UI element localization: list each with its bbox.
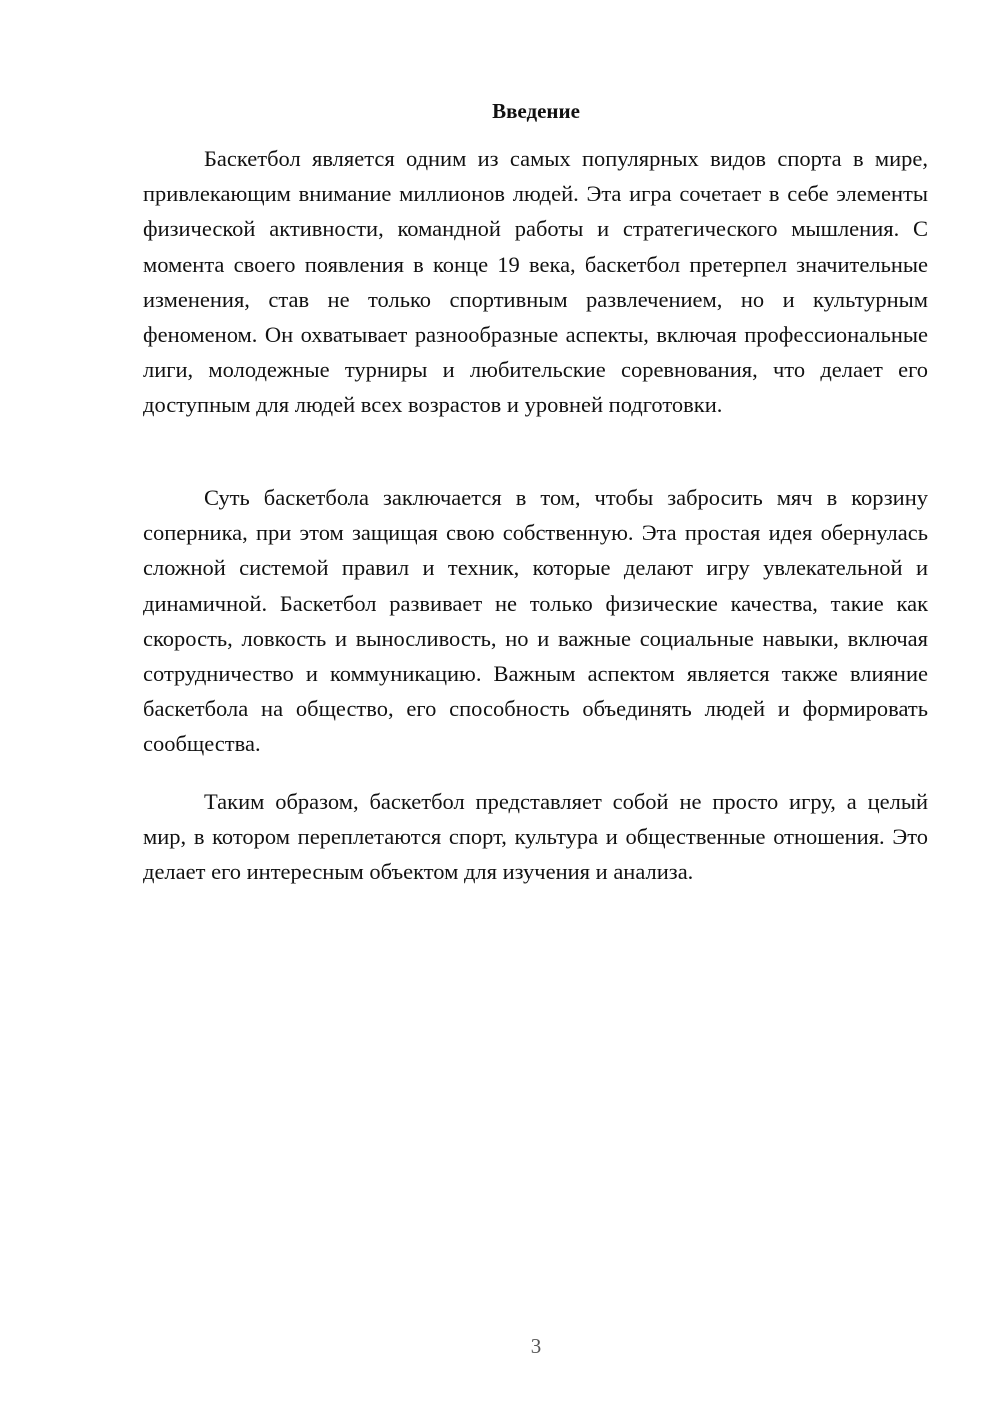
paragraph-introduction: Баскетбол является одним из самых популярных видов спорта в мире, привлекающим внимание миллионов людей. Эта игра сочетает в себе элементы физической активности, командной работы и стратегического мышления. С момента своего появления в конце 19 века, баскетбол претерпел значительные изменения, став не только спортивным развлечением, но и культурным феноменом. Он охватывает разнообразные аспекты, включая профессиональные лиги, молодежные турниры и любительские соревнования, что делает его доступным для людей всех возрастов и уровней подготовки. [143,146,928,418]
section-heading: Введение [492,99,580,123]
paragraph-essence: Суть баскетбола заключается в том, чтобы забросить мяч в корзину соперника, при этом защищая свою собственную. Эта простая идея обернулась сложной системой правил и техник, которые делают игру увлекательной и динамичной. Баскетбол развивает не только физические качества, такие как скорость, ловкость и выносливость, но и важные социальные навыки, включая сотрудничество и коммуникацию. Важным аспектом является также влияние баскетбола на общество, его способность объединять людей и формировать сообщества. [143,485,928,757]
paragraph-conclusion: Таким образом, баскетбол представляет собой не просто игру, а целый мир, в котором переплетаются спорт, культура и общественные отношения. Это делает его интересным объектом для изучения и анализа. [143,789,928,885]
page-number: 3 [530,1334,542,1358]
